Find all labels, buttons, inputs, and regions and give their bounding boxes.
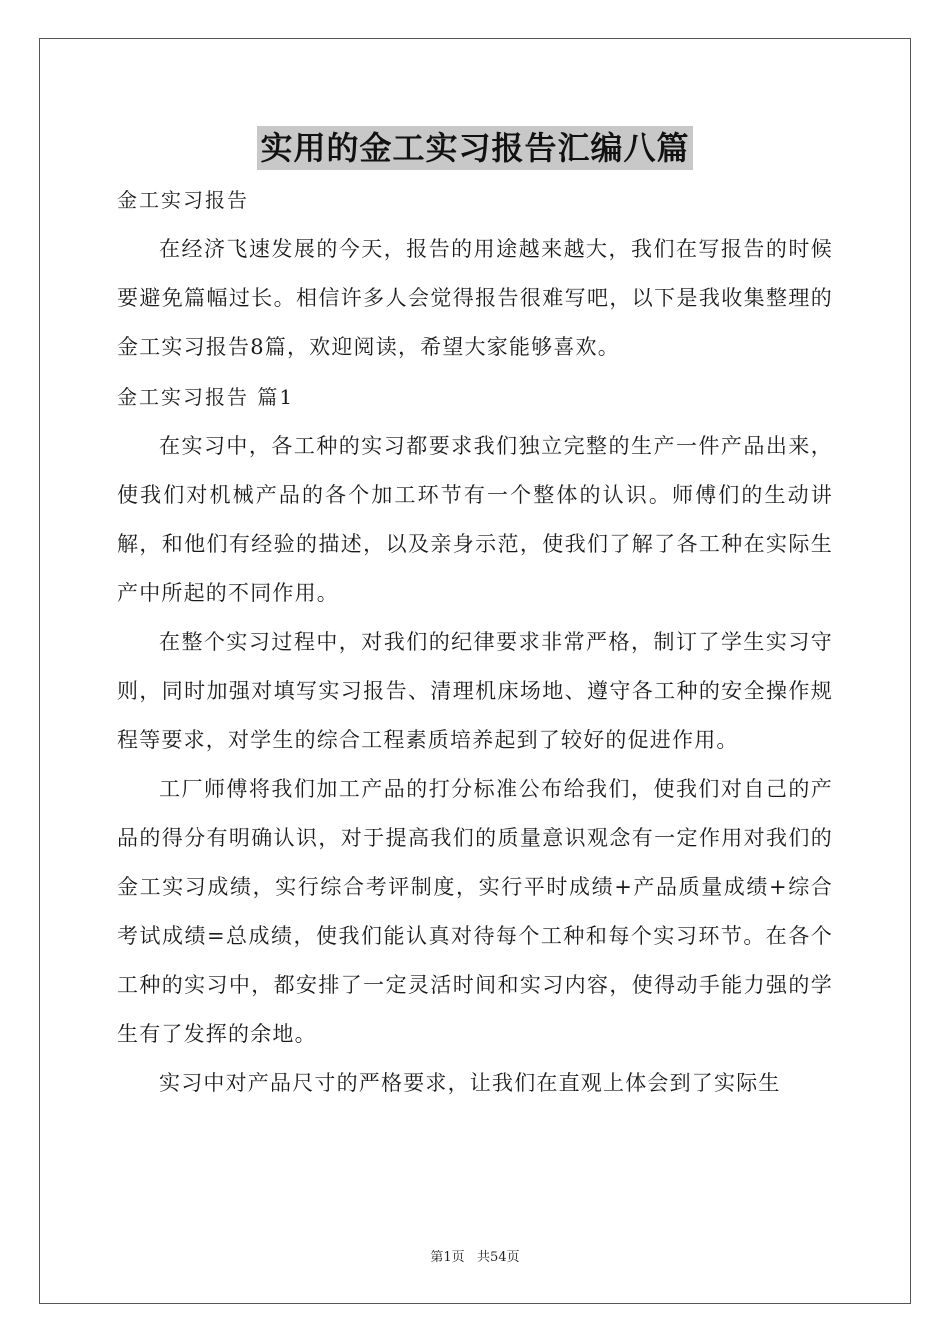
body-paragraph: 在实习中，各工种的实习都要求我们独立完整的生产一件产品出来，使我们对机械产品的各个加工环节有一个整体的认识。师傅们的生动讲解，和他们有经验的描述，以及亲身示范，使我们了解了各工种在实际生产中所起的不同作用。 — [117, 434, 833, 605]
title-container — [0, 126, 950, 170]
intro-paragraph: 在经济飞速发展的今天，报告的用途越来越大，我们在写报告的时候要避免篇幅过长。相信许多人会觉得报告很难写吧，以下是我收集整理的金工实习报告8篇，欢迎阅读，希望大家能够喜欢。 — [117, 237, 833, 359]
body-paragraph: 在整个实习过程中，对我们的纪律要求非常严格，制订了学生实习守则，同时加强对填写实习报告、清理机床场地、遵守各工种的安全操作规程等要求，对学生的综合工程素质培养起到了较好的促进作用。 — [117, 630, 833, 752]
section-heading: 金工实习报告 篇1 — [117, 385, 295, 409]
section-heading: 金工实习报告 — [117, 188, 249, 212]
document-title: 实用的金工实习报告汇编八篇 — [257, 126, 692, 170]
document-body — [117, 175, 833, 1108]
body-paragraph: 工厂师傅将我们加工产品的打分标准公布给我们，使我们对自己的产品的得分有明确认识，对于提高我们的质量意识观念有一定作用对我们的金工实习成绩，实行综合考评制度，实行平时成绩+产品质量成绩+综合考试成绩=总成绩，使我们能认真对待每个工种和每个实习环节。在各个工种的实习中，都安排了一定灵活时间和实习内容，使得动手能力强的学生有了发挥的余地。 — [117, 777, 833, 1046]
page-footer: 第1页 共54页 — [430, 1250, 520, 1265]
body-paragraph: 实习中对产品尺寸的严格要求，让我们在直观上体会到了实际生 — [159, 1071, 781, 1095]
